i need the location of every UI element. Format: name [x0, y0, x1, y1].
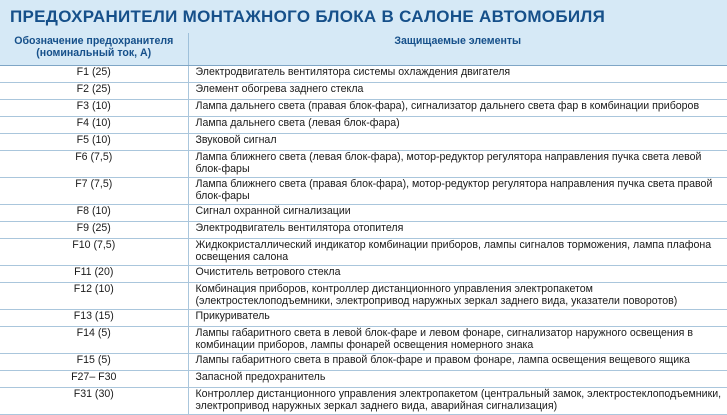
table-row [0, 117, 727, 134]
elements-cell: Лампы габаритного света в правой блок-фаре и правом фонаре, лампа освещения вещевого ящика [188, 354, 727, 371]
fuse-cell: F10 (7,5) [0, 239, 188, 266]
fuse-cell: F1 (25) [0, 66, 188, 83]
elements-cell: Звуковой сигнал [188, 134, 727, 151]
elements-cell: Лампа дальнего света (левая блок-фара) [188, 117, 727, 134]
table-row [0, 371, 727, 388]
elements-cell: Лампа дальнего света (правая блок-фара), сигнализатор дальнего света фар в комбинации приборов [188, 100, 727, 117]
fuse-cell: F9 (25) [0, 222, 188, 239]
elements-cell: Элемент обогрева заднего стекла [188, 83, 727, 100]
column-header-fuse-line2: (номинальный ток, А) [36, 47, 152, 59]
table-row [0, 310, 727, 327]
fuse-cell: F31 (30) [0, 388, 188, 415]
table-row [0, 66, 727, 83]
table-row [0, 178, 727, 205]
fuse-cell: F7 (7,5) [0, 178, 188, 205]
table-row [0, 327, 727, 354]
table-row [0, 205, 727, 222]
table-row [0, 266, 727, 283]
elements-cell: Контроллер дистанционного управления электропакетом (центральный замок, электростеклоподъемники, электропривод наружных зеркал заднего вида, аварийная сигнализация) [188, 388, 727, 415]
table-header-row [0, 33, 727, 66]
elements-cell: Лампы габаритного света в левой блок-фаре и левом фонаре, сигнализатор наружного освещения в комбинации приборов, лампы фонарей освещения номерного знака [188, 327, 727, 354]
fuse-cell: F6 (7,5) [0, 151, 188, 178]
table-row [0, 222, 727, 239]
elements-cell: Запасной предохранитель [188, 371, 727, 388]
elements-cell: Лампа ближнего света (левая блок-фара), мотор-редуктор регулятора направления пучка света левой блок-фары [188, 151, 727, 178]
elements-cell: Электродвигатель вентилятора отопителя [188, 222, 727, 239]
table-row [0, 100, 727, 117]
elements-cell: Прикуриватель [188, 310, 727, 327]
fuse-cell: F14 (5) [0, 327, 188, 354]
elements-cell: Электродвигатель вентилятора системы охлаждения двигателя [188, 66, 727, 83]
fuse-cell: F11 (20) [0, 266, 188, 283]
table-row [0, 134, 727, 151]
fuse-cell: F3 (10) [0, 100, 188, 117]
column-header-elements: Защищаемые элементы [188, 33, 727, 66]
page-title: ПРЕДОХРАНИТЕЛИ МОНТАЖНОГО БЛОКА В САЛОНЕ АВТОМОБИЛЯ [0, 0, 727, 33]
table-row [0, 83, 727, 100]
table-row [0, 283, 727, 310]
elements-cell: Комбинация приборов, контроллер дистанционного управления электропакетом (электростеклоподъемники, электропривод наружных зеркал заднего вида, указатели поворотов) [188, 283, 727, 310]
elements-cell: Сигнал охранной сигнализации [188, 205, 727, 222]
fuse-cell: F13 (15) [0, 310, 188, 327]
table-row [0, 239, 727, 266]
elements-cell: Очиститель ветрового стекла [188, 266, 727, 283]
table-row [0, 151, 727, 178]
table-row [0, 354, 727, 371]
column-header-fuse [0, 33, 188, 66]
elements-cell: Жидкокристаллический индикатор комбинации приборов, лампы сигналов торможения, лампа плафона освещения салона [188, 239, 727, 266]
fuse-table [0, 33, 727, 415]
table-row [0, 388, 727, 415]
fuse-cell: F12 (10) [0, 283, 188, 310]
column-header-fuse-line1: Обозначение предохранителя [14, 35, 174, 47]
fuse-cell: F15 (5) [0, 354, 188, 371]
fuse-cell: F5 (10) [0, 134, 188, 151]
fuse-cell: F27– F30 [0, 371, 188, 388]
fuse-cell: F8 (10) [0, 205, 188, 222]
fuse-cell: F2 (25) [0, 83, 188, 100]
fuse-cell: F4 (10) [0, 117, 188, 134]
elements-cell: Лампа ближнего света (правая блок-фара), мотор-редуктор регулятора направления пучка света правой блок-фары [188, 178, 727, 205]
